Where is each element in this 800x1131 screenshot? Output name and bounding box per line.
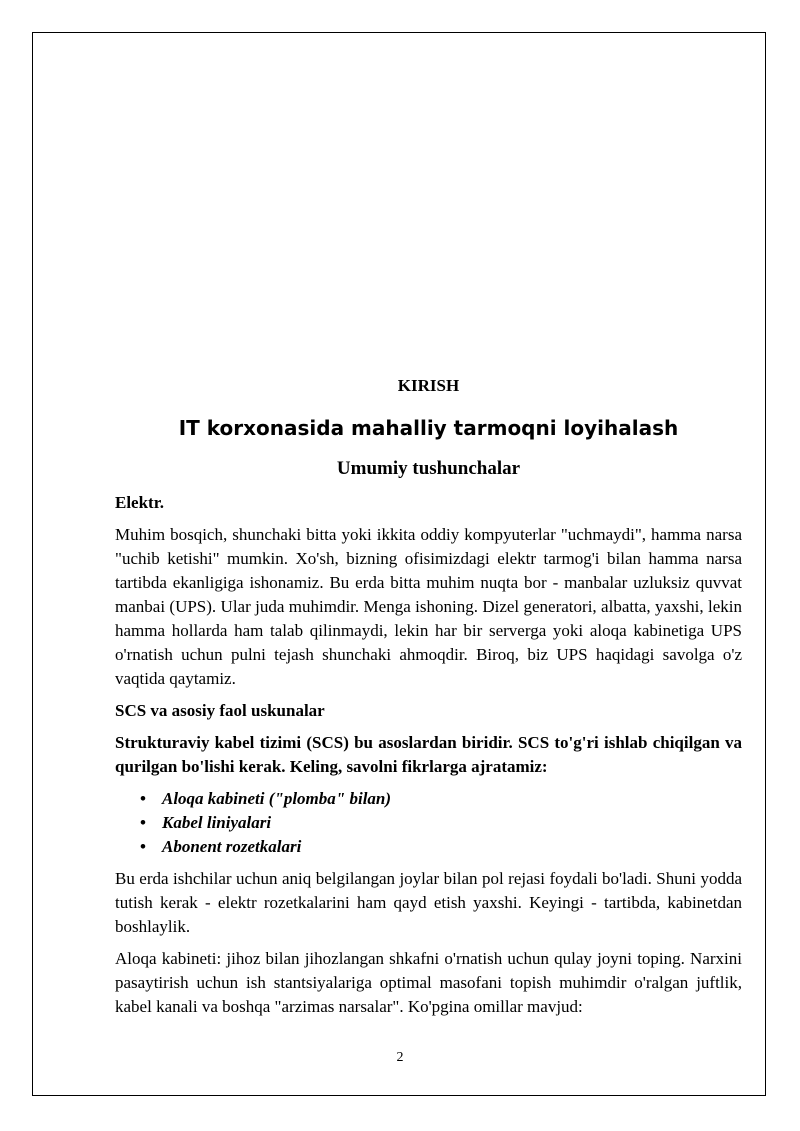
bullet-list [115, 787, 742, 859]
document-title: IT korxonasida mahalliy tarmoqni loyihalash [178, 416, 679, 440]
section-heading-scs: SCS va asosiy faol uskunalar [115, 701, 325, 720]
page-number: 2 [396, 1050, 404, 1065]
list-item [115, 835, 742, 859]
document-subtitle: Umumiy tushunchalar [336, 458, 521, 479]
document-body [115, 374, 742, 1027]
section-heading-electr: Elektr. [115, 493, 164, 512]
paragraph-scs-intro: Strukturaviy kabel tizimi (SCS) bu asoslardan biridir. SCS to'g'ri ishlab chiqilgan va qurilgan bo'lishi kerak. Keling, savolni fikrlarga ajratamiz: [115, 733, 742, 776]
list-item [115, 787, 742, 811]
list-item-text: Aloqa kabineti ("plomba" bilan) [162, 789, 392, 808]
paragraph-electr: Muhim bosqich, shunchaki bitta yoki ikkita oddiy kompyuterlar "uchmaydi", hamma narsa "uchib ketishi" mumkin. Xo'sh, bizning ofisimizdagi elektr tarmog'i bilan hamma narsa tartibda ekanligiga ishonamiz. Bu erda bitta muhim nuqta bor - manbalar uzluksiz quvvat manbai (UPS). Ular juda muhimdir. Menga ishoning. Dizel generatori, albatta, yaxshi, lekin hamma hollarda ham talab qilinmaydi, lekin har bir serverga yoki aloqa kabinetiga UPS o'rnatish uchun pulni tejash shunchaki ahmoqdir. Biroq, biz UPS haqidagi savolga o'z vaqtida qaytamiz. [115, 525, 742, 688]
paragraph-communication-cabinet: Aloqa kabineti: jihoz bilan jihozlangan shkafni o'rnatish uchun qulay joyni toping. Narxini pasaytirish uchun ish stantsiyalariga optimal masofani topish muhimdir o'ralgan juftlik, kabel kanali va boshqa "arzimas narsalar". Ko'pgina omillar mavjud: [115, 949, 742, 1016]
document-heading: KIRISH [397, 376, 460, 395]
list-item-text: Abonent rozetkalari [162, 837, 302, 856]
bullet-icon: • [140, 789, 146, 808]
paragraph-floor-plan: Bu erda ishchilar uchun aniq belgilangan joylar bilan pol rejasi foydali bo'ladi. Shuni yodda tutish kerak - elektr rozetkalarini ham qayd etish yaxshi. Keyingi - tartibda, kabinetdan boshlaylik. [115, 869, 742, 936]
bullet-icon: • [140, 837, 146, 856]
bullet-icon: • [140, 813, 146, 832]
list-item [115, 811, 742, 835]
list-item-text: Kabel liniyalari [162, 813, 272, 832]
